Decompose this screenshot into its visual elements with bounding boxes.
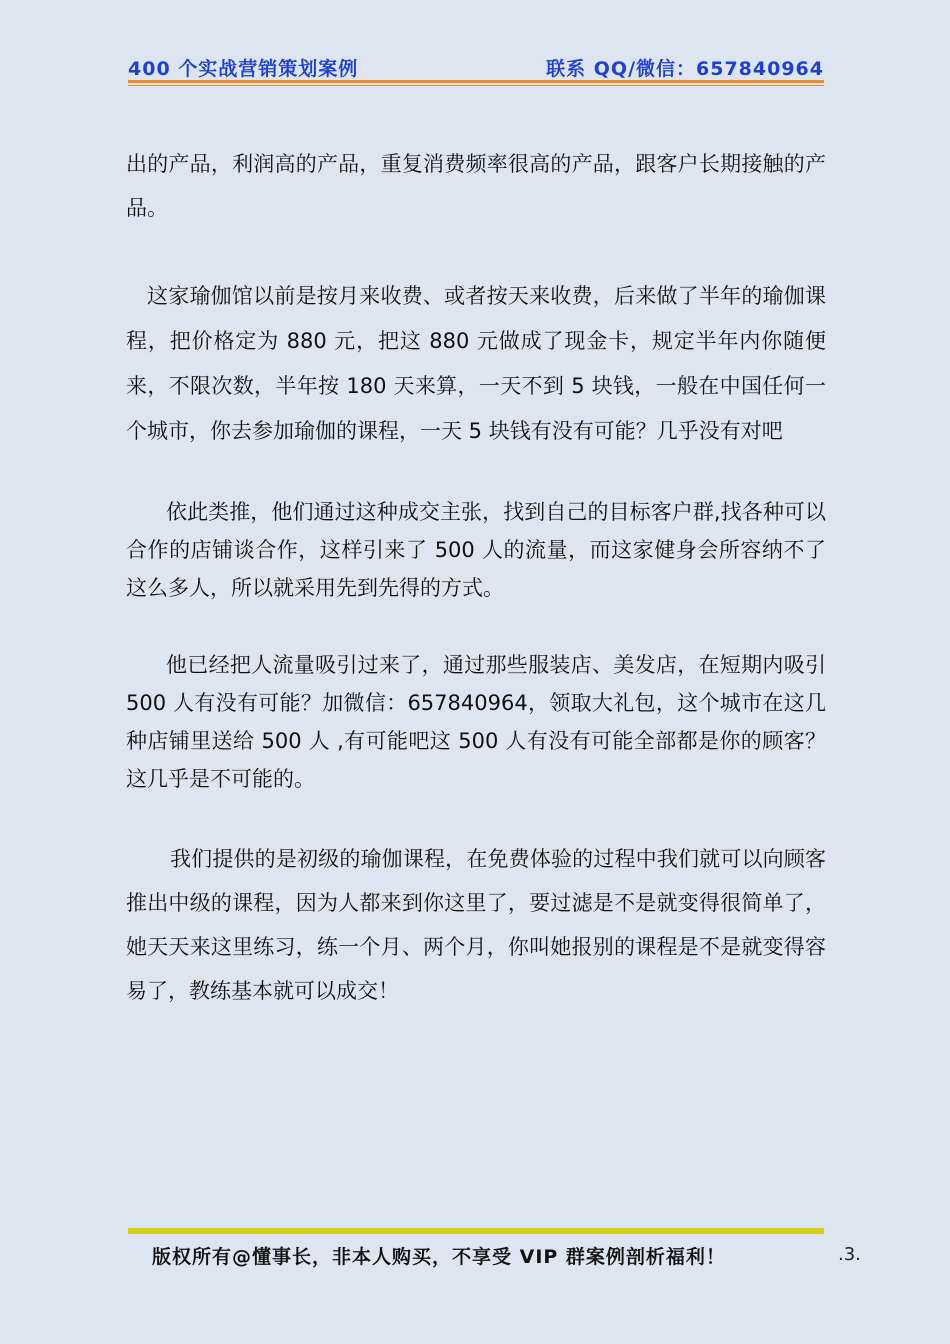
header-contact: 联系 QQ/微信：657840964 bbox=[546, 58, 824, 80]
paragraph-1: 出的产品，利润高的产品，重复消费频率很高的产品，跟客户长期接触的产品。 bbox=[126, 152, 826, 220]
paragraph-3: 依此类推，他们通过这种成交主张，找到自己的目标客户群,找各种可以合作的店铺谈合作，这样引来了 500 人的流量，而这家健身会所容纳不了这么多人，所以就采用先到先得的方式。 bbox=[126, 500, 826, 600]
paragraph-4: 他已经把人流量吸引过来了，通过那些服装店、美发店，在短期内吸引 500 人有没有可能？加微信：657840964，领取大礼包，这个城市在这几种店铺里送给 500 人 ,有可能吧这 500 人有没有可能全部都是你的顾客？这几乎是不可能的。 bbox=[126, 653, 826, 791]
document-body bbox=[126, 142, 826, 1013]
footer-copyright: 版权所有@懂事长，非本人购买，不享受 VIP 群案例剖析福利！ bbox=[152, 1246, 726, 1268]
header-divider bbox=[128, 80, 824, 83]
page-number: .3. bbox=[838, 1244, 861, 1265]
page-header bbox=[128, 54, 824, 78]
header-divider-thin bbox=[128, 85, 824, 86]
paragraph-5: 我们提供的是初级的瑜伽课程，在免费体验的过程中我们就可以向顾客推出中级的课程，因为人都来到你这里了，要过滤是不是就变得很简单了，她天天来这里练习，练一个月、两个月，你叫她报别的课程是不是就变得容易了，教练基本就可以成交！ bbox=[126, 847, 826, 1003]
footer-divider bbox=[128, 1228, 824, 1234]
paragraph-2: 这家瑜伽馆以前是按月来收费、或者按天来收费，后来做了半年的瑜伽课程，把价格定为 880 元，把这 880 元做成了现金卡，规定半年内你随便来，不限次数，半年按 180 天来算，一天不到 5 块钱，一般在中国任何一个城市，你去参加瑜伽的课程，一天 5 块钱有没有可能？几乎没有对吧 bbox=[126, 284, 826, 443]
header-title: 400 个实战营销策划案例 bbox=[128, 58, 359, 80]
